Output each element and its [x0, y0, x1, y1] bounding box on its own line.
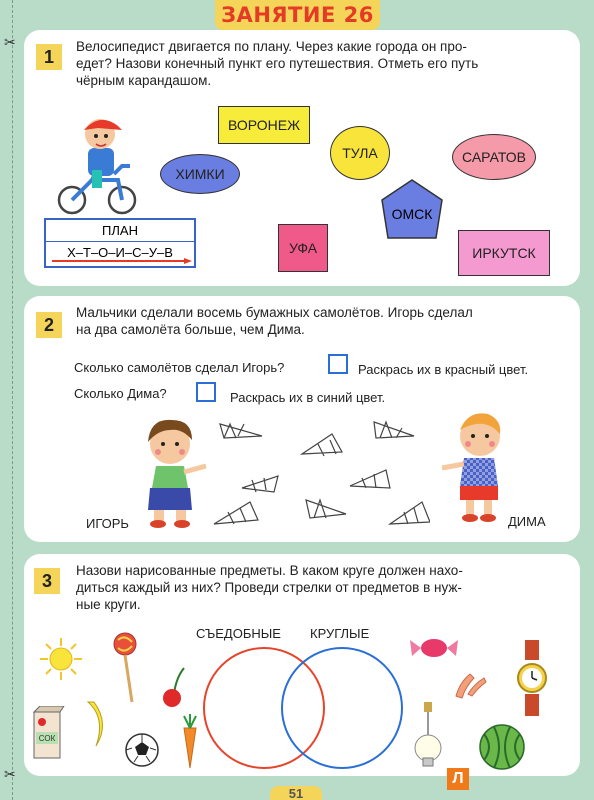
task-text: Велосипедист двигается по плану. Через какие города он про- едет? Назови конечный пункт его путешествия. Отметь его путь чёрным карандашом. [76, 39, 479, 88]
task-1-card [24, 30, 580, 286]
city-saratov[interactable]: САРАТОВ [452, 134, 536, 180]
juice-box-icon [30, 706, 66, 762]
instruction-blue: Раскрась их в синий цвет. [230, 390, 386, 405]
task-text: Назови нарисованные предметы. В каком круге должен нахо- диться каждый из них? Проведи стрелки от предметов в нуж- ные круги. [76, 563, 463, 612]
plan-route: Х–Т–О–И–С–У–В [46, 242, 194, 266]
sun-icon [38, 636, 84, 682]
name-igor: ИГОРЬ [86, 516, 129, 531]
answer-box-igor[interactable] [328, 354, 348, 374]
paper-plane-icon [242, 476, 278, 492]
light-bulb-icon [410, 702, 446, 772]
task-text: Мальчики сделали восемь бумажных самолётов. Игорь сделал на два самолёта больше, чем Дима. [76, 305, 473, 337]
city-omsk[interactable]: ОМСК [380, 178, 444, 240]
round-circle[interactable] [282, 648, 402, 768]
dima-illustration [428, 406, 524, 524]
paper-plane-icon [220, 424, 262, 438]
wristwatch-icon [514, 640, 550, 716]
label-round: КРУГЛЫЕ [310, 626, 370, 641]
cyclist-illustration [52, 108, 152, 220]
route-plan [44, 218, 196, 268]
carrot-icon [174, 714, 206, 770]
edible-circle[interactable] [204, 648, 324, 768]
task-3-card [24, 554, 580, 776]
paper-plane-icon [306, 500, 346, 518]
igor-illustration [130, 414, 210, 530]
page-number: 51 [270, 786, 322, 800]
city-tula[interactable]: ТУЛА [330, 126, 390, 180]
scissors-icon: ✂ [4, 34, 16, 50]
plan-title: ПЛАН [46, 220, 194, 242]
paper-planes [210, 414, 430, 532]
question-dima: Сколько Дима? [74, 386, 167, 401]
paper-plane-icon [350, 470, 390, 488]
publisher-logo: Л [447, 768, 469, 790]
cherry-icon [158, 666, 188, 708]
paper-plane-icon [374, 422, 414, 438]
label-edible: СЪЕДОБНЫЕ [196, 626, 281, 641]
task-number: 2 [36, 312, 62, 338]
paper-plane-icon [390, 502, 430, 524]
banana-icon [82, 698, 112, 750]
lesson-header [215, 0, 380, 30]
venn-diagram [194, 642, 424, 772]
cut-line [12, 0, 13, 800]
route-arrow-icon [52, 258, 192, 264]
question-igor: Сколько самолётов сделал Игорь? [74, 360, 285, 375]
name-dima: ДИМА [508, 514, 546, 529]
lesson-title: ЗАНЯТИЕ 26 [221, 3, 374, 27]
paper-plane-icon [214, 502, 258, 524]
task-2-card [24, 296, 580, 542]
candy-icon [408, 634, 460, 662]
answer-box-dima[interactable] [196, 382, 216, 402]
task-number: 3 [34, 568, 60, 594]
soccer-ball-icon [124, 732, 160, 768]
city-voronezh[interactable]: ВОРОНЕЖ [218, 106, 310, 144]
lollipop-icon [110, 630, 140, 704]
svg-text:СОК: СОК [38, 734, 56, 743]
instruction-red: Раскрась их в красный цвет. [358, 362, 529, 377]
city-khimki[interactable]: ХИМКИ [160, 154, 240, 194]
task-number: 1 [36, 44, 62, 70]
orange-slices-icon [452, 666, 488, 702]
paper-plane-icon [302, 434, 342, 456]
city-irkutsk[interactable]: ИРКУТСК [458, 230, 550, 276]
scissors-icon: ✂ [4, 766, 16, 782]
watermelon-icon [474, 722, 530, 772]
city-ufa[interactable]: УФА [278, 224, 328, 272]
